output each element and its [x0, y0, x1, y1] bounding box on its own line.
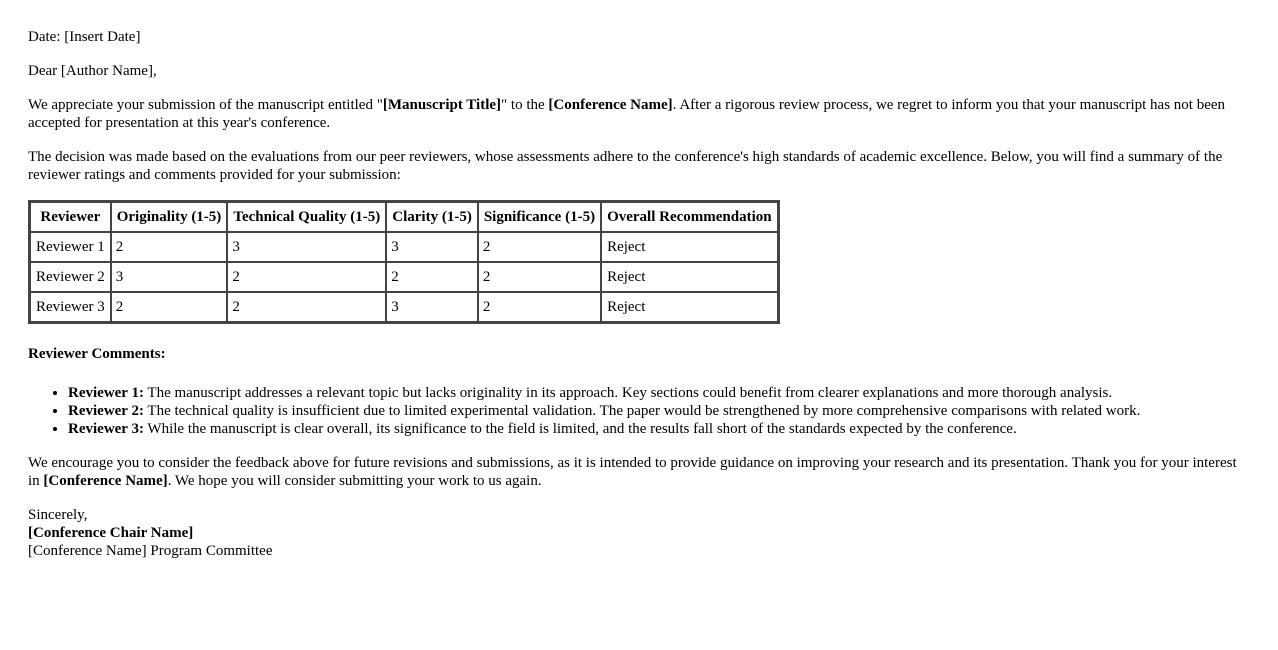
cell-reviewer: Reviewer 1	[30, 232, 111, 262]
cell-recommendation: Reject	[601, 232, 778, 262]
cell-clarity: 3	[386, 232, 478, 262]
comment-reviewer-label: Reviewer 3:	[68, 421, 144, 437]
chair-name-text: [Conference Chair Name]	[28, 525, 194, 541]
committee-name: [Conference Name] Program Committee	[28, 543, 273, 559]
closing-conference-name: [Conference Name]	[43, 473, 168, 489]
header-technical-quality: Technical Quality (1-5)	[227, 202, 386, 232]
closing-paragraph	[28, 454, 1250, 490]
closing-text-1: We encourage you to consider the feedback above for future revisions and submissions, as it is intended to provide guidance on improving your research and its presentation. Thank you for your interest in	[28, 455, 1237, 489]
cell-recommendation: Reject	[601, 292, 778, 322]
intro-text-3: . After a rigorous review process, we regret to inform you that your manuscript has not been accepted for presentation at this year's conference.	[28, 97, 1226, 131]
intro-text-2: " to the	[501, 97, 549, 113]
conference-name: [Conference Name]	[548, 97, 673, 113]
header-originality: Originality (1-5)	[111, 202, 228, 232]
intro-paragraph	[28, 96, 1250, 132]
reviewer-comments-list	[28, 384, 1250, 438]
cell-technical-quality: 2	[227, 292, 386, 322]
header-overall-recommendation: Overall Recommendation	[601, 202, 778, 232]
date-line: Date: [Insert Date]	[28, 29, 141, 45]
header-significance: Significance (1-5)	[478, 202, 601, 232]
comment-reviewer-label: Reviewer 2:	[68, 403, 144, 419]
comments-heading: Reviewer Comments:	[28, 346, 166, 362]
cell-reviewer: Reviewer 2	[30, 262, 111, 292]
chair-name	[28, 524, 1250, 542]
manuscript-title: [Manuscript Title]	[382, 97, 502, 113]
intro-text-1: We appreciate your submission of the manuscript entitled "	[28, 97, 383, 113]
salutation: Dear [Author Name],	[28, 63, 157, 79]
table-row	[30, 292, 778, 322]
list-item	[68, 402, 1250, 420]
cell-originality: 2	[111, 232, 228, 262]
letter	[28, 28, 1250, 560]
cell-clarity: 2	[386, 262, 478, 292]
list-item	[68, 384, 1250, 402]
decision-paragraph: The decision was made based on the evaluations from our peer reviewers, whose assessments adhere to the conference's high standards of academic excellence. Below, you will find a summary of the reviewer ratings and comments provided for your submission:	[28, 149, 1223, 183]
cell-originality: 2	[111, 292, 228, 322]
table-header-row	[30, 202, 778, 232]
comment-text: The manuscript addresses a relevant topic but lacks originality in its approach. Key sections could benefit from clearer explanations and more thorough analysis.	[143, 385, 1113, 401]
table-row	[30, 262, 778, 292]
cell-significance: 2	[478, 292, 601, 322]
cell-significance: 2	[478, 232, 601, 262]
cell-clarity: 3	[386, 292, 478, 322]
comment-text: While the manuscript is clear overall, its significance to the field is limited, and the results fall short of the standards expected by the conference.	[143, 421, 1017, 437]
comment-text: The technical quality is insufficient due to limited experimental validation. The paper would be strengthened by more comprehensive comparisons with related work.	[143, 403, 1141, 419]
reviewer-ratings-table	[28, 200, 780, 324]
table-row	[30, 232, 778, 262]
header-reviewer: Reviewer	[30, 202, 111, 232]
header-clarity: Clarity (1-5)	[386, 202, 478, 232]
cell-recommendation: Reject	[601, 262, 778, 292]
signoff	[28, 506, 1250, 560]
comment-reviewer-label: Reviewer 1:	[68, 385, 144, 401]
cell-technical-quality: 3	[227, 232, 386, 262]
cell-reviewer: Reviewer 3	[30, 292, 111, 322]
cell-technical-quality: 2	[227, 262, 386, 292]
cell-originality: 3	[111, 262, 228, 292]
list-item	[68, 420, 1250, 438]
cell-significance: 2	[478, 262, 601, 292]
closing-text-2: . We hope you will consider submitting your work to us again.	[167, 473, 542, 489]
valediction: Sincerely,	[28, 507, 88, 523]
